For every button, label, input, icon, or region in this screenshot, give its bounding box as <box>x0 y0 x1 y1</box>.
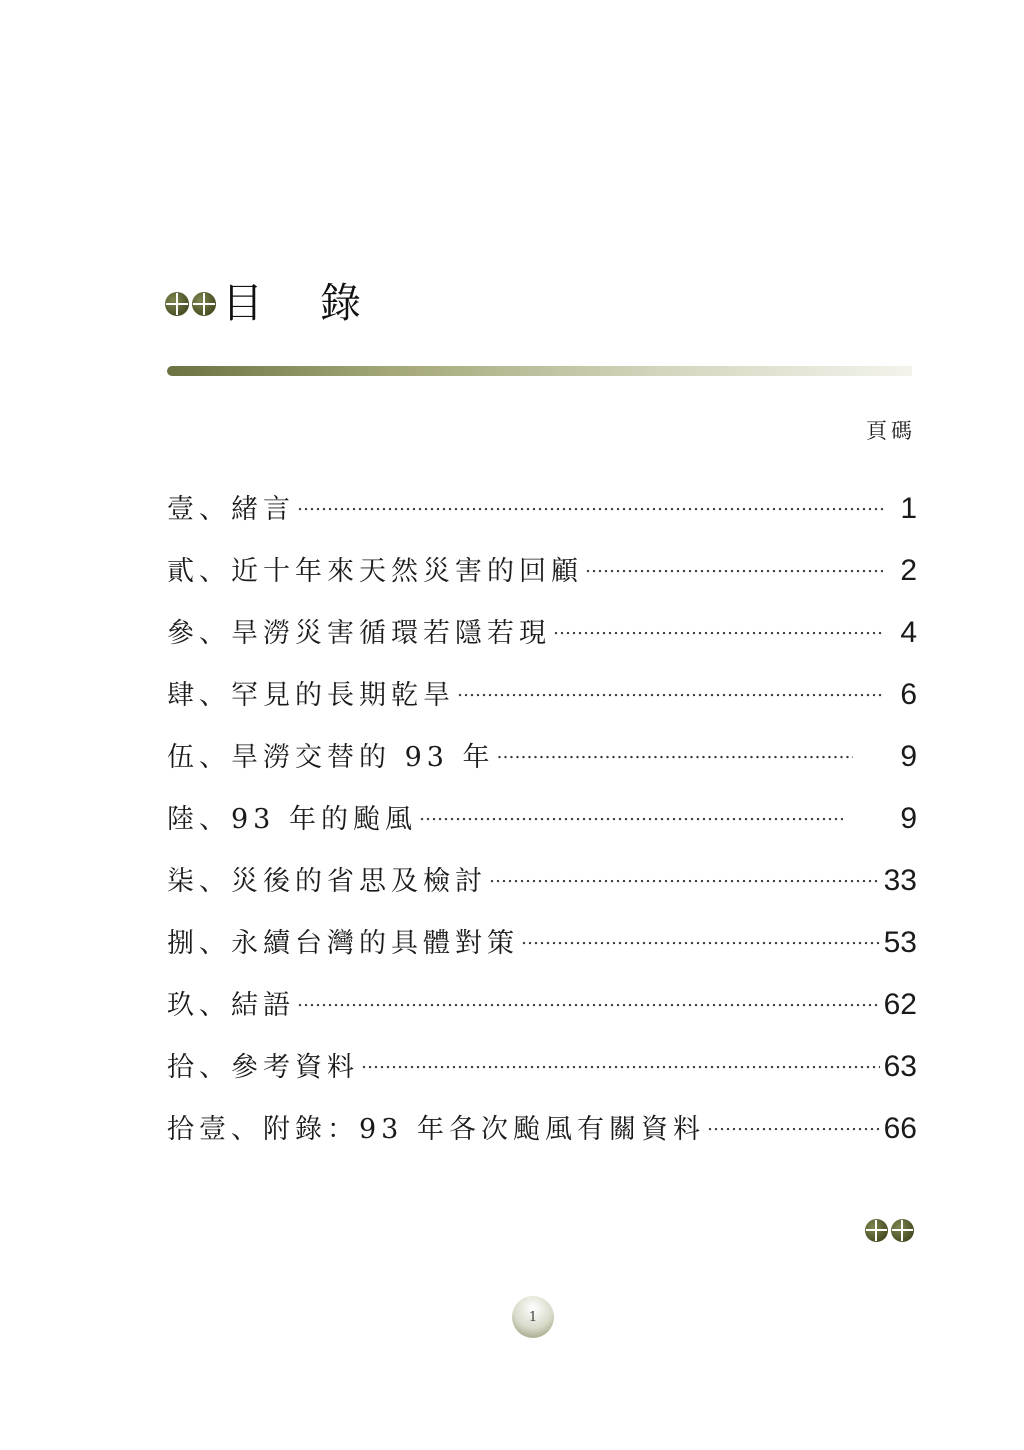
toc-entry[interactable] <box>167 526 917 588</box>
toc-entry-page: 66 <box>883 1112 917 1145</box>
toc-entry-page: 6 <box>900 678 917 711</box>
footer-ornament-icon <box>865 1219 914 1242</box>
toc-entry[interactable] <box>167 650 917 712</box>
toc-entry-page: 63 <box>883 1050 917 1083</box>
leader-dots <box>553 614 883 644</box>
toc-entry-title: 伍、旱澇交替的 93 年 <box>167 742 495 773</box>
toc-entry[interactable] <box>167 1084 917 1146</box>
toc-entry-page: 1 <box>900 492 917 525</box>
toc-entry[interactable] <box>167 712 917 774</box>
page-title: 目 錄 <box>222 279 384 327</box>
toc-entry[interactable] <box>167 774 917 836</box>
leader-dots <box>297 490 883 520</box>
toc-entry-title: 參、旱澇災害循環若隱若現 <box>167 618 551 649</box>
page-column-label: 頁碼 <box>866 419 916 443</box>
toc-entry-page: 53 <box>883 926 917 959</box>
leader-dots <box>297 986 880 1016</box>
toc-entry-title: 壹、緒言 <box>167 494 295 525</box>
leader-dots <box>457 676 883 706</box>
leader-dots <box>489 862 880 892</box>
toc-entry-title: 拾壹、附錄：93 年各次颱風有關資料 <box>167 1114 705 1145</box>
leader-dots <box>361 1048 880 1078</box>
toc-entry[interactable] <box>167 464 917 526</box>
page-number-badge: 1 <box>512 1296 554 1338</box>
ornament-icon <box>165 292 216 316</box>
toc-entry-page: 62 <box>883 988 917 1021</box>
toc-entry[interactable] <box>167 836 917 898</box>
leader-dots <box>497 738 853 768</box>
toc-entry[interactable] <box>167 588 917 650</box>
toc-entry-title: 拾、參考資料 <box>167 1052 359 1083</box>
toc-entry-title: 玖、結語 <box>167 990 295 1021</box>
toc-entry-title: 柒、災後的省思及檢討 <box>167 866 487 897</box>
leader-dots <box>707 1110 880 1140</box>
toc-entry-page: 2 <box>900 554 917 587</box>
leader-dots <box>585 552 883 582</box>
toc-entry[interactable] <box>167 1022 917 1084</box>
toc-entry-page: 9 <box>900 802 917 835</box>
toc-entry-title: 捌、永續台灣的具體對策 <box>167 928 519 959</box>
toc-entry-title: 貳、近十年來天然災害的回顧 <box>167 556 583 587</box>
toc-entry-page: 9 <box>900 740 917 773</box>
toc-entry-title: 陸、93 年的颱風 <box>167 804 417 835</box>
toc-entry-page: 4 <box>900 616 917 649</box>
title-block <box>165 279 384 327</box>
title-divider <box>167 366 912 376</box>
toc-entry-page: 33 <box>883 864 917 897</box>
table-of-contents <box>167 464 917 1146</box>
leader-dots <box>419 800 843 830</box>
toc-entry[interactable] <box>167 960 917 1022</box>
toc-entry-title: 肆、罕見的長期乾旱 <box>167 680 455 711</box>
toc-entry[interactable] <box>167 898 917 960</box>
leader-dots <box>521 924 880 954</box>
